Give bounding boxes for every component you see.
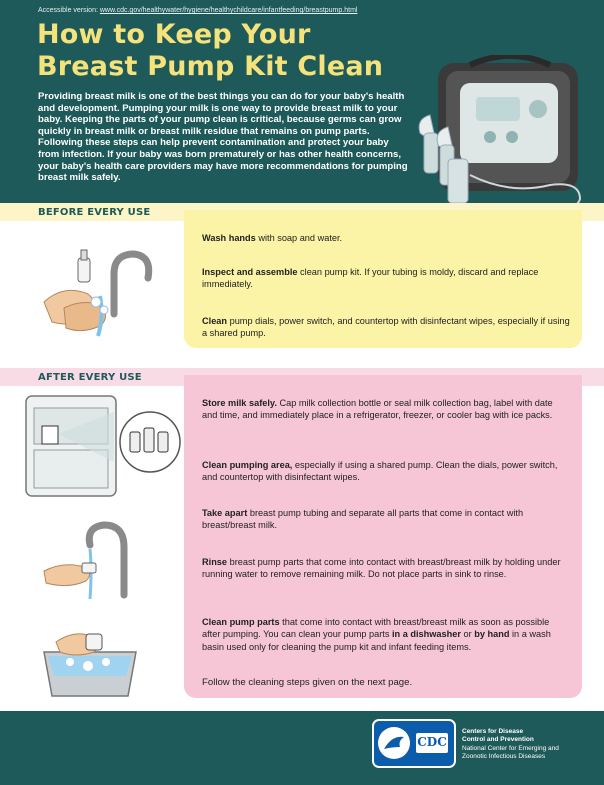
breast-pump-illustration <box>410 55 590 215</box>
title-line-1: How to Keep Your <box>37 19 311 50</box>
step-emphasis-by-hand: by hand <box>474 629 510 640</box>
next-page-note: Follow the cleaning steps given on the next page. <box>202 677 413 688</box>
before-step-wash-hands <box>202 232 570 244</box>
accessible-version-link[interactable]: www.cdc.gov/healthywater/hygiene/healthychildcare/infantfeeding/breastpump.html <box>99 7 358 14</box>
step-text: that come into contact with breast/breast milk as soon as possible after pumping. You can clean your pump parts <box>202 617 550 640</box>
title-line-2: Breast Pump Kit Clean <box>37 51 384 82</box>
wash-basin-illustration <box>36 622 146 700</box>
before-step-inspect <box>202 266 570 291</box>
cdc-agency-text <box>462 728 559 762</box>
step-text: breast pump parts that come into contact with breast/breast milk by holding under running water to remove remaining milk. Do not place parts in sink to rinse. <box>202 557 561 580</box>
after-step-store-milk <box>202 397 570 422</box>
step-title: Clean <box>202 316 228 326</box>
agency-line-4: Zoonotic Infectious Diseases <box>462 753 546 761</box>
rinsing-parts-illustration <box>38 515 158 605</box>
cdc-logo-text: CDC <box>417 735 447 749</box>
step-title: Clean pumping area, <box>202 460 293 470</box>
step-title: Inspect and assemble <box>202 267 298 277</box>
step-title: Store milk safely. <box>202 398 277 408</box>
after-section-label: AFTER EVERY USE <box>38 372 142 383</box>
step-text: pump dials, power switch, and countertop with disinfectant wipes, especially if using a shared pump. <box>202 316 570 339</box>
after-step-clean-parts <box>202 616 570 653</box>
after-step-clean-area <box>202 459 570 484</box>
before-section-label: BEFORE EVERY USE <box>38 207 151 218</box>
agency-line-3: National Center for Emerging and <box>462 744 559 752</box>
cdc-logo <box>372 719 456 768</box>
step-emphasis-dishwasher: in a dishwasher <box>392 629 461 640</box>
step-text: in a wash basin used only for cleaning the pump kit and infant feeding items. <box>202 629 551 652</box>
step-text: with soap and water. <box>255 233 343 243</box>
agency-line-2: Control and Prevention <box>462 736 534 744</box>
step-text: breast pump tubing and separate all parts that come in contact with breast/breast milk. <box>202 508 524 531</box>
intro-paragraph: Providing breast milk is one of the best things you can do for your baby's health and development. Pumping your milk is one way to provide breast milk to your baby. Keeping the parts of your pump clean is critical, because germs can grow quickly in breast milk or breast milk residue that remains on pump parts. Following these steps can help prevent contamination and protect your baby from infection. If your baby was born prematurely or has other health concerns, your baby's health care providers may have more recommendations for pumping breast milk safely. <box>38 91 408 184</box>
after-step-rinse <box>202 556 570 581</box>
refrigerator-illustration <box>22 392 182 502</box>
before-step-clean <box>202 315 570 340</box>
step-title: Wash hands <box>202 233 256 243</box>
hand-washing-illustration <box>34 244 154 344</box>
step-text: Cap milk collection bottle or seal milk collection bag, label with date and time, and immediately place in a refrigerator, freezer, or cooler bag with ice packs. <box>202 398 553 421</box>
step-text: or <box>460 629 475 640</box>
step-title: Clean pump parts <box>202 617 280 627</box>
accessible-version-note <box>38 7 357 14</box>
step-text: especially if using a shared pump. Clean the dials, power switch, and countertop with disinfectant wipes. <box>202 460 558 483</box>
page-title <box>37 19 383 83</box>
agency-line-1: Centers for Disease <box>462 728 524 735</box>
after-step-take-apart <box>202 507 570 532</box>
step-text: clean pump kit. If your tubing is moldy, discard and replace immediately. <box>202 267 539 290</box>
step-title: Rinse <box>202 557 228 567</box>
accessible-prefix: Accessible version: <box>38 7 100 14</box>
step-title: Take apart <box>202 508 248 518</box>
